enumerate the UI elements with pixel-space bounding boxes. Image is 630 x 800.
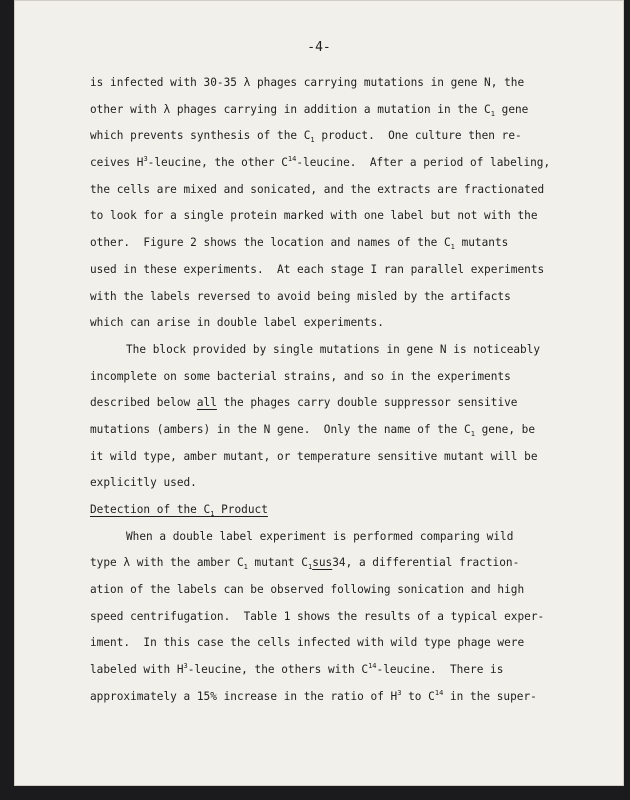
page-number: -4-	[307, 40, 331, 55]
text-line: is infected with 30-35 λ phages carrying mutations in gene N, the	[90, 76, 525, 89]
text-line: incomplete on some bacterial strains, and so in the experiments	[90, 369, 511, 383]
text-line: the cells are mixed and sonicated, and the extracts are fractionated	[90, 182, 545, 196]
body-text	[90, 70, 568, 711]
text-line: The block provided by single mutations in gene N is noticeably	[126, 342, 541, 356]
text-line: other. Figure 2 shows the location and names of the $C_1$ mutants	[90, 236, 509, 252]
underlined-word: all	[196, 396, 217, 410]
text-line: iment. In this case the cells infected with wild type phage were	[90, 636, 525, 650]
text-line: mutations (ambers) in the N gene. Only the name of the $C_1$ gene, be	[90, 422, 536, 438]
text-line: described below all the phages carry double suppressor sensitive	[90, 396, 518, 410]
text-line: it wild type, amber mutant, or temperature sensitive mutant will be	[90, 449, 538, 463]
document-page	[14, 0, 624, 786]
text-line: approximately a 15% increase in the ratio of $H^3$ to $C^{14}$ in the super-	[90, 688, 537, 703]
text-line: When a double label experiment is performed comparing wild	[126, 529, 514, 543]
text-line: other with λ phages carrying in addition a mutation in the $C_1$ gene	[90, 102, 529, 118]
text-line: speed centrifugation. Table 1 shows the results of a typical exper-	[90, 609, 545, 623]
text-line: which can arise in double label experiments.	[90, 316, 384, 330]
text-line: which prevents synthesis of the $C_1$ product. One culture then re-	[90, 129, 522, 145]
text-line: ation of the labels can be observed following sonication and high	[90, 583, 525, 597]
text-line: explicitly used.	[90, 476, 197, 490]
text-line: labeled with $H^3$-leucine, the others with $C^{14}$-leucine. There is	[90, 662, 504, 677]
text-line: used in these experiments. At each stage I ran parallel experiments	[90, 262, 545, 276]
text-line: to look for a single protein marked with one label but not with the	[90, 209, 538, 223]
text-line: with the labels reversed to avoid being misled by the artifacts	[90, 289, 511, 303]
section-heading: Detection of the $C_1$ Product	[90, 503, 268, 518]
text-line: ceives $H^3$-leucine, the other $C^{14}$-leucine. After a period of labeling,	[90, 155, 551, 170]
text-line: type λ with the amber $C_1$ mutant $C_1sus34$, a differential fraction-	[90, 556, 520, 572]
